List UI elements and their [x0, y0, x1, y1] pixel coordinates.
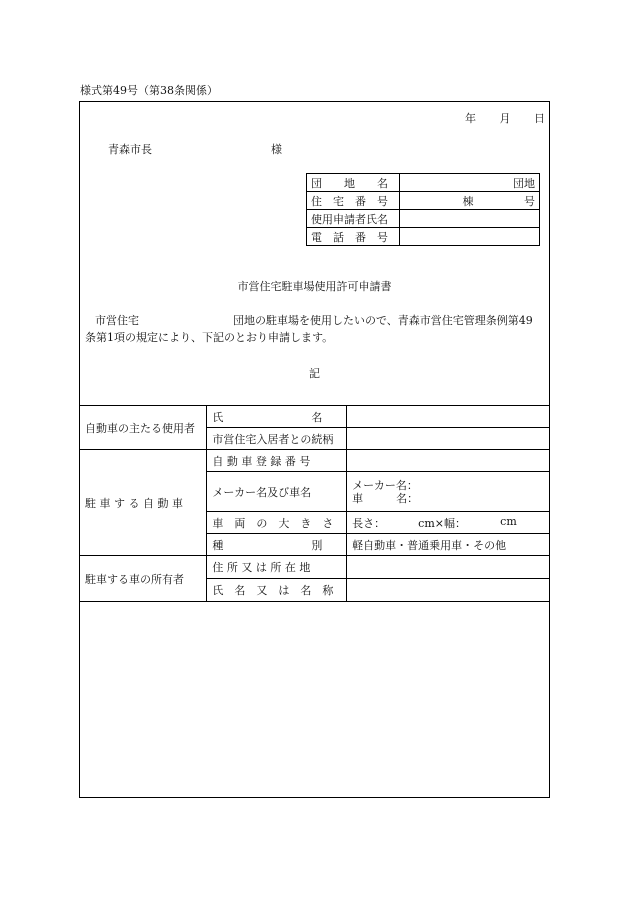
- size-label: 車 両 の 大 き さ: [207, 512, 347, 534]
- danchi-suffix: 団地: [513, 176, 535, 190]
- owner-address-field[interactable]: [347, 556, 550, 579]
- maker-value: メーカー名：: [352, 478, 418, 492]
- applicant-row-name: [307, 210, 540, 228]
- owner-address-label: 住 所 又 は 所 在 地: [207, 556, 347, 579]
- registration-field[interactable]: [347, 450, 550, 472]
- main-user-name-field[interactable]: [347, 406, 550, 428]
- car-group: 駐 車 す る 自 動 車: [80, 450, 207, 556]
- type-value[interactable]: 軽自動車・普通乗用車・その他: [347, 534, 550, 556]
- applicant-row-danchi: [307, 174, 540, 192]
- table-row: [80, 450, 550, 472]
- body-line1: 団地の駐車場を使用したいので、青森市営住宅管理条例第49: [233, 314, 533, 327]
- applicant-row-jutaku: [307, 192, 540, 210]
- size-cm: cm: [500, 514, 517, 528]
- size-field[interactable]: [347, 512, 550, 534]
- carname-value: 車 名：: [352, 491, 419, 505]
- document-title: 市営住宅駐車場使用許可申請書: [237, 280, 392, 293]
- mune-label: 棟: [462, 194, 474, 208]
- applicant-table: [306, 173, 540, 246]
- danchi-label: 団 地 名: [307, 174, 400, 192]
- addressee-suffix: 様: [271, 143, 282, 156]
- date-line: [465, 110, 545, 126]
- date-year: 年: [465, 112, 476, 125]
- jutaku-field[interactable]: [400, 192, 540, 210]
- body-line2: 条第1項の規定により、下記のとおり申請します。: [85, 331, 334, 344]
- owner-group: 駐車する車の所有者: [80, 556, 207, 602]
- main-user-name-label: 氏 名: [207, 406, 347, 428]
- applicant-name-field[interactable]: [400, 210, 540, 228]
- vehicle-table: [79, 405, 550, 602]
- form-number: 様式第49号（第38条関係）: [80, 84, 218, 97]
- registration-label: 自 動 車 登 録 番 号: [207, 450, 347, 472]
- relation-field[interactable]: [347, 428, 550, 450]
- type-label: 種 別: [207, 534, 347, 556]
- go-label: 号: [524, 194, 535, 208]
- size-cm-x: cm×幅：: [418, 516, 466, 530]
- body-prefix: 市営住宅: [95, 314, 139, 327]
- owner-name-field[interactable]: [347, 579, 550, 602]
- addressee: [108, 141, 288, 157]
- main-user-group: 自動車の主たる使用者: [80, 406, 207, 450]
- maker-field[interactable]: [347, 472, 550, 512]
- applicant-row-phone: [307, 228, 540, 246]
- maker-label: メーカー名及び車名: [207, 472, 347, 512]
- addressee-name: 青森市長: [108, 143, 152, 156]
- phone-label: 電 話 番 号: [307, 228, 400, 246]
- table-row: [80, 556, 550, 579]
- applicant-name-label: 使用申請者氏名: [307, 210, 400, 228]
- phone-field[interactable]: [400, 228, 540, 246]
- relation-label: 市営住宅入居者との続柄: [207, 428, 347, 450]
- jutaku-label: 住 宅 番 号: [307, 192, 400, 210]
- body-text: [85, 312, 547, 346]
- date-month: 月: [499, 112, 511, 125]
- date-day: 日: [534, 112, 545, 125]
- owner-name-label: 氏 名 又 は 名 称: [207, 579, 347, 602]
- ki-heading: 記: [309, 367, 320, 380]
- table-row: [80, 406, 550, 428]
- size-length: 長さ：: [352, 516, 386, 530]
- danchi-field[interactable]: [400, 174, 540, 192]
